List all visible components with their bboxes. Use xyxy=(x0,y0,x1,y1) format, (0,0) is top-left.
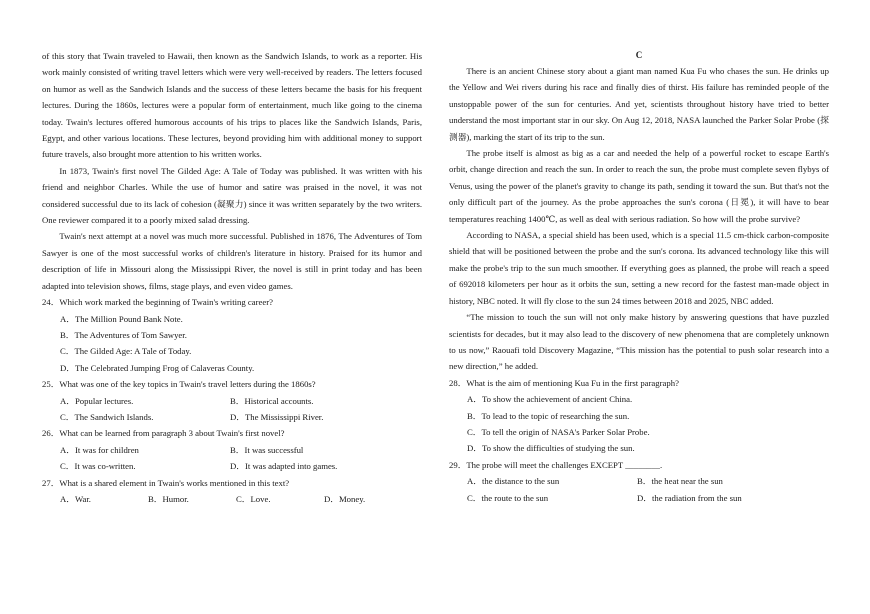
question-24: 24．Which work marked the beginning of Twain's writing career? xyxy=(42,297,273,308)
q27-option-d: D．Money. xyxy=(324,493,366,504)
paragraph: “The mission to touch the sun will not only make history by answering questions that have puzzled scientists for decades, but it may also lead to the discovery of new phenomena that are completely unknown to us now,” Raouafi told Discovery Magazine, “This mission has the potential to push solar research into a new direction,” he added. xyxy=(449,312,829,372)
q29-option-d: D．the radiation from the sun xyxy=(637,492,742,503)
q28-option-a: A．To show the achievement of ancient China. xyxy=(467,394,633,405)
paragraph: of this story that Twain traveled to Hawaii, then known as the Sandwich Islands, to work as a reporter. His work mainly consisted of writing travel letters which were very well-received by readers. The letters focused on humor as well as the Sandwich Islands and the success of these letters became the basis for his frequent lectures. During the 1860s, lectures were a popular form of entertainment, much like going to the cinema today. Twain's lectures offered humorous accounts of his trips to places like the Sandwich Islands, Paris, Egypt, and other various locations. These lectures, beyond providing him with additional money to support future travels, also brought more attention to his written works. xyxy=(42,51,422,160)
paragraph: There is an ancient Chinese story about a giant man named Kua Fu who chases the sun. He drinks up the Yellow and Wei rivers during his race and finally dies of thirst. His failure has reminded people of the unstoppable power of the sun for centuries. And yet, scientists throughout history have tried to better understand the most important star in our sky. On Aug 12, 2018, NASA launched the Parker Solar Probe (探测器), marking the start of its trip to the sun. xyxy=(449,66,829,142)
q28-option-b: B．To lead to the topic of researching the sun. xyxy=(467,410,630,421)
question-29: 29．The probe will meet the challenges EXCEPT ________. xyxy=(449,459,663,470)
q29-option-a: A．the distance to the sun xyxy=(467,476,560,487)
paragraph: Twain's next attempt at a novel was much more successful. Published in 1876, The Adventures of Tom Sawyer is one of the most successful works of children's literature in history. Praised for its humor and description of life in Missouri along the Mississippi River, the novel is still in print today and has been adapted into television shows, films, stage plays, and even video games. xyxy=(42,231,422,291)
q24-option-c: C．The Gilded Age: A Tale of Today. xyxy=(60,346,192,357)
paragraph: The probe itself is almost as big as a car and needed the help of a powerful rocket to escape Earth's orbit, change direction and reach the sun. In order to reach the sun, the probe must complete seven flybys of Venus, using the power of the planet's gravity to change its path, sending it toward the sun. But that's not the only difficult part of the journey. As the probe approaches the sun's corona (日冕), it will have to bear temperatures reaching 1400℃, as well as deal with serious radiation. So how will the probe survive? xyxy=(449,148,829,224)
q24-option-b: B．The Adventures of Tom Sawyer. xyxy=(60,329,187,340)
q25-option-c: C．The Sandwich Islands. xyxy=(60,411,154,422)
q27-option-b: B．Humor. xyxy=(148,493,189,504)
q27-option-c: C．Love. xyxy=(236,493,271,504)
q29-option-b: B．the heat near the sun xyxy=(637,476,723,487)
q28-option-d: D．To show the difficulties of studying the sun. xyxy=(467,443,635,454)
left-column xyxy=(42,48,422,507)
q24-option-a: A．The Million Pound Bank Note. xyxy=(60,313,183,324)
right-column xyxy=(449,48,829,506)
q26-option-a: A．It was for children xyxy=(60,444,139,455)
q25-option-b: B．Historical accounts. xyxy=(230,395,314,406)
q26-option-b: B．It was successful xyxy=(230,444,304,455)
paragraph: According to NASA, a special shield has been used, which is a special 11.5 cm-thick carbon-composite shield that will be positioned between the probe and the sun's corona. Its advanced technology like this will make the probe's trip to the sun much smoother. If everything goes as planned, the probe will reach a speed of 692018 kilometers per hour as it orbits the sun, setting a new record for the fastest man-made object in history, NBC noted. It will fly close to the sun 24 times between 2018 and 2025, NBC added. xyxy=(449,230,829,306)
q24-option-d: D．The Celebrated Jumping Frog of Calaveras County. xyxy=(60,362,255,373)
q26-option-d: D．It was adapted into games. xyxy=(230,461,338,472)
q27-option-a: A．War. xyxy=(60,493,91,504)
q25-option-d: D．The Mississippi River. xyxy=(230,411,324,422)
question-26: 26．What can be learned from paragraph 3 about Twain's first novel? xyxy=(42,428,285,439)
q25-option-a: A．Popular lectures. xyxy=(60,395,134,406)
q29-option-c: C．the route to the sun xyxy=(467,492,549,503)
question-25: 25．What was one of the key topics in Twain's travel letters during the 1860s? xyxy=(42,379,316,390)
question-28: 28．What is the aim of mentioning Kua Fu in the first paragraph? xyxy=(449,377,679,388)
q28-option-c: C．To tell the origin of NASA's Parker Solar Probe. xyxy=(467,426,650,437)
paragraph: In 1873, Twain's first novel The Gilded Age: A Tale of Today was published. It was written with his friend and neighbor Charles. While the use of humor and satire was praised in the novel, it was not considered successful due to its lack of cohesion (凝聚力) since it was written separately by the two writers. One reviewer compared it to a poorly mixed salad dressing. xyxy=(42,165,422,226)
section-title: C xyxy=(635,50,643,60)
q26-option-c: C．It was co-written. xyxy=(60,461,136,472)
question-27: 27．What is a shared element in Twain's works mentioned in this text? xyxy=(42,477,290,488)
